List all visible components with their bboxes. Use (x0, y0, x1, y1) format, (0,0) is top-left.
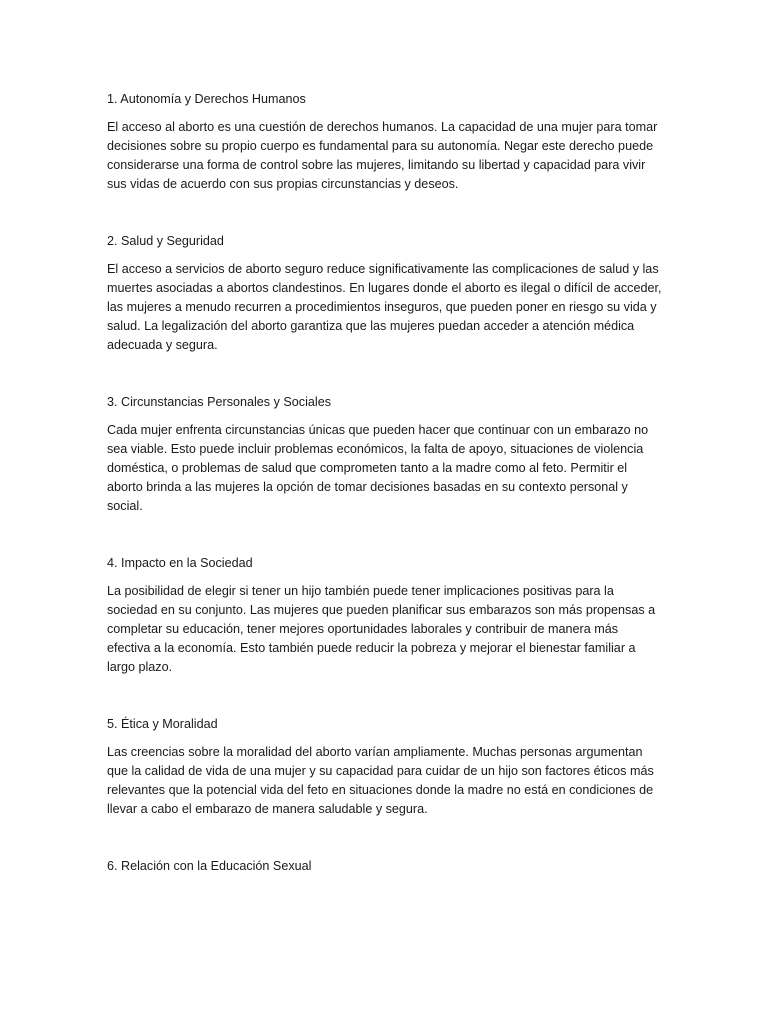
paragraph-line: llevar a cabo el embarazo de manera saludable y segura. (107, 802, 428, 816)
paragraph-line: sus vidas de acuerdo con sus propias circunstancias y deseos. (107, 177, 459, 191)
section-educacion-sexual (107, 857, 667, 876)
paragraph-line: La posibilidad de elegir si tener un hijo también puede tener implicaciones positivas para la (107, 584, 614, 598)
section-autonomia (107, 90, 667, 194)
section-salud (107, 232, 667, 355)
section-heading: 2. Salud y Seguridad (107, 234, 224, 248)
paragraph-line: sociedad en su conjunto. Las mujeres que pueden planificar sus embarazos son más propensas a (107, 603, 656, 617)
section-impacto (107, 554, 667, 677)
paragraph-line: que la calidad de vida de una mujer y su capacidad para cuidar de un hijo son factores éticos más (107, 764, 654, 778)
section-paragraph (107, 582, 667, 677)
paragraph-line: El acceso a servicios de aborto seguro reduce significativamente las complicaciones de salud y las (107, 262, 659, 276)
paragraph-line: decisiones sobre su propio cuerpo es fundamental para su autonomía. Negar este derecho puede (107, 139, 654, 153)
section-heading: 6. Relación con la Educación Sexual (107, 859, 312, 873)
paragraph-line: Cada mujer enfrenta circunstancias únicas que pueden hacer que continuar con un embarazo no (107, 423, 649, 437)
section-paragraph (107, 260, 667, 355)
section-paragraph (107, 743, 667, 819)
section-heading: 4. Impacto en la Sociedad (107, 556, 253, 570)
section-heading: 5. Ética y Moralidad (107, 717, 218, 731)
section-circunstancias (107, 393, 667, 516)
paragraph-line: aborto brinda a las mujeres la opción de tomar decisiones basadas en su contexto personal y (107, 480, 628, 494)
paragraph-line: adecuada y segura. (107, 338, 218, 352)
paragraph-line: efectiva a la economía. Esto también puede reducir la pobreza y mejorar el bienestar familiar a (107, 641, 636, 655)
section-paragraph (107, 421, 667, 516)
paragraph-line: considerarse una forma de control sobre las mujeres, limitando su libertad y capacidad para vivir (107, 158, 646, 172)
section-heading: 3. Circunstancias Personales y Sociales (107, 395, 331, 409)
paragraph-line: salud. La legalización del aborto garantiza que las mujeres puedan acceder a atención médica (107, 319, 635, 333)
document-body (107, 90, 667, 885)
paragraph-line: sea viable. Esto puede incluir problemas económicos, la falta de apoyo, situaciones de violencia (107, 442, 644, 456)
section-etica (107, 715, 667, 819)
paragraph-line: muertes asociadas a abortos clandestinos. En lugares donde el aborto es ilegal o difícil de acceder, (107, 281, 662, 295)
paragraph-line: Las creencias sobre la moralidad del aborto varían ampliamente. Muchas personas argumentan (107, 745, 643, 759)
paragraph-line: El acceso al aborto es una cuestión de derechos humanos. La capacidad de una mujer para tomar (107, 120, 658, 134)
section-paragraph (107, 118, 667, 194)
paragraph-line: completar su educación, tener mejores oportunidades laborales y contribuir de manera más (107, 622, 619, 636)
paragraph-line: relevantes que la potencial vida del feto en situaciones donde la madre no está en condiciones de (107, 783, 654, 797)
paragraph-line: largo plazo. (107, 660, 173, 674)
section-heading: 1. Autonomía y Derechos Humanos (107, 92, 306, 106)
paragraph-line: social. (107, 499, 143, 513)
paragraph-line: doméstica, o problemas de salud que comprometen tanto a la madre como al feto. Permitir el (107, 461, 628, 475)
paragraph-line: las mujeres a menudo recurren a procedimientos inseguros, que pueden poner en riesgo su vida y (107, 300, 657, 314)
